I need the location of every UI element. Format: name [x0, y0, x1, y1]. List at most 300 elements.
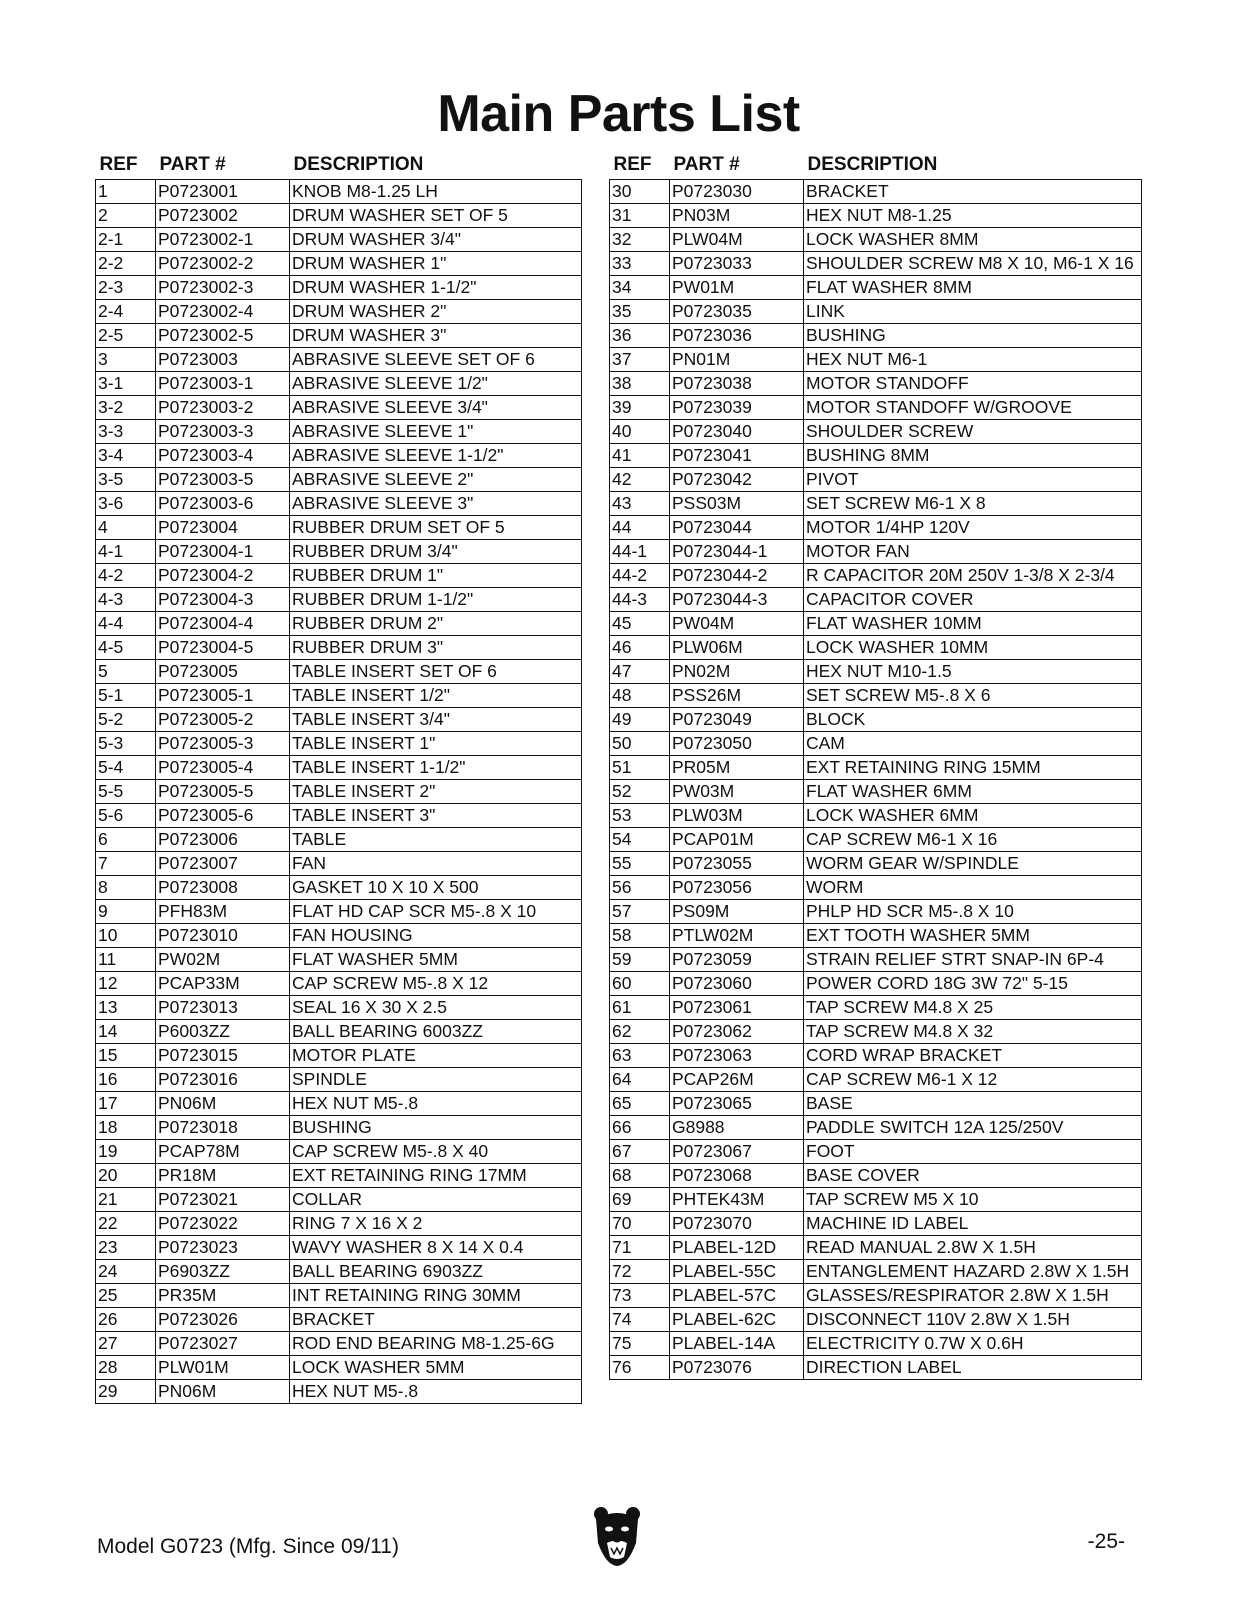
- ref-cell: 44: [610, 516, 670, 540]
- header-part: PART #: [159, 153, 226, 175]
- table-row: [610, 1260, 1142, 1284]
- description-cell: DRUM WASHER 3": [290, 324, 582, 348]
- part-number-cell: P0723055: [670, 852, 804, 876]
- part-number-cell: PCAP33M: [156, 972, 290, 996]
- part-number-cell: PW03M: [670, 780, 804, 804]
- description-cell: POWER CORD 18G 3W 72" 5-15: [804, 972, 1142, 996]
- table-row: [610, 1116, 1142, 1140]
- description-cell: CAP SCREW M5-.8 X 40: [290, 1140, 582, 1164]
- table-row: [610, 1332, 1142, 1356]
- table-row: [610, 1356, 1142, 1380]
- table-row: [96, 1356, 582, 1380]
- ref-cell: 49: [610, 708, 670, 732]
- part-number-cell: P0723049: [670, 708, 804, 732]
- part-number-cell: P0723035: [670, 300, 804, 324]
- part-number-cell: P0723003-5: [156, 468, 290, 492]
- table-row: [610, 1308, 1142, 1332]
- table-row: [610, 252, 1142, 276]
- table-row: [96, 252, 582, 276]
- ref-cell: 2-1: [96, 228, 156, 252]
- description-cell: RUBBER DRUM SET OF 5: [290, 516, 582, 540]
- part-number-cell: PW02M: [156, 948, 290, 972]
- table-row: [96, 996, 582, 1020]
- ref-cell: 19: [96, 1140, 156, 1164]
- table-row: [96, 1164, 582, 1188]
- description-cell: FOOT: [804, 1140, 1142, 1164]
- table-row: [610, 276, 1142, 300]
- table-row: [610, 564, 1142, 588]
- ref-cell: 5-2: [96, 708, 156, 732]
- part-number-cell: P0723030: [670, 180, 804, 204]
- table-row: [610, 684, 1142, 708]
- part-number-cell: P0723041: [670, 444, 804, 468]
- part-number-cell: PLABEL-57C: [670, 1284, 804, 1308]
- ref-cell: 26: [96, 1308, 156, 1332]
- table-row: [96, 444, 582, 468]
- part-number-cell: P0723036: [670, 324, 804, 348]
- table-row: [96, 276, 582, 300]
- part-number-cell: P0723038: [670, 372, 804, 396]
- ref-cell: 12: [96, 972, 156, 996]
- ref-cell: 48: [610, 684, 670, 708]
- description-cell: LOCK WASHER 8MM: [804, 228, 1142, 252]
- table-row: [96, 1020, 582, 1044]
- ref-cell: 64: [610, 1068, 670, 1092]
- table-header: [96, 150, 582, 180]
- part-number-cell: P0723027: [156, 1332, 290, 1356]
- description-cell: HEX NUT M8-1.25: [804, 204, 1142, 228]
- ref-cell: 3: [96, 348, 156, 372]
- description-cell: RUBBER DRUM 3/4": [290, 540, 582, 564]
- ref-cell: 20: [96, 1164, 156, 1188]
- part-number-cell: PN01M: [670, 348, 804, 372]
- part-number-cell: PLW04M: [670, 228, 804, 252]
- table-row: [96, 804, 582, 828]
- part-number-cell: P0723006: [156, 828, 290, 852]
- part-number-cell: PLABEL-12D: [670, 1236, 804, 1260]
- ref-cell: 3-5: [96, 468, 156, 492]
- part-number-cell: PSS03M: [670, 492, 804, 516]
- table-row: [96, 1116, 582, 1140]
- description-cell: ABRASIVE SLEEVE 3": [290, 492, 582, 516]
- description-cell: BLOCK: [804, 708, 1142, 732]
- description-cell: FAN: [290, 852, 582, 876]
- table-row: [610, 372, 1142, 396]
- table-row: [610, 348, 1142, 372]
- parts-table-body-right: [610, 180, 1142, 1380]
- ref-cell: 29: [96, 1380, 156, 1404]
- description-cell: FLAT HD CAP SCR M5-.8 X 10: [290, 900, 582, 924]
- part-number-cell: P0723003-2: [156, 396, 290, 420]
- ref-cell: 47: [610, 660, 670, 684]
- part-number-cell: PLABEL-62C: [670, 1308, 804, 1332]
- description-cell: GLASSES/RESPIRATOR 2.8W X 1.5H: [804, 1284, 1142, 1308]
- description-cell: CAP SCREW M5-.8 X 12: [290, 972, 582, 996]
- part-number-cell: PLABEL-55C: [670, 1260, 804, 1284]
- table-row: [96, 900, 582, 924]
- table-row: [610, 756, 1142, 780]
- description-cell: CORD WRAP BRACKET: [804, 1044, 1142, 1068]
- table-row: [96, 396, 582, 420]
- ref-cell: 2-2: [96, 252, 156, 276]
- part-number-cell: PR35M: [156, 1284, 290, 1308]
- part-number-cell: PCAP26M: [670, 1068, 804, 1092]
- ref-cell: 36: [610, 324, 670, 348]
- table-row: [96, 348, 582, 372]
- description-cell: MACHINE ID LABEL: [804, 1212, 1142, 1236]
- part-number-cell: P0723002-4: [156, 300, 290, 324]
- ref-cell: 5-1: [96, 684, 156, 708]
- ref-cell: 4-4: [96, 612, 156, 636]
- table-row: [610, 636, 1142, 660]
- part-number-cell: P0723005: [156, 660, 290, 684]
- ref-cell: 44-3: [610, 588, 670, 612]
- table-row: [610, 708, 1142, 732]
- description-cell: ABRASIVE SLEEVE 1/2": [290, 372, 582, 396]
- part-number-cell: PFH83M: [156, 900, 290, 924]
- table-row: [96, 660, 582, 684]
- part-number-cell: P0723016: [156, 1068, 290, 1092]
- part-number-cell: P0723008: [156, 876, 290, 900]
- table-row: [610, 1068, 1142, 1092]
- table-row: [96, 1212, 582, 1236]
- ref-cell: 52: [610, 780, 670, 804]
- table-row: [96, 612, 582, 636]
- ref-cell: 46: [610, 636, 670, 660]
- ref-cell: 60: [610, 972, 670, 996]
- description-cell: CAM: [804, 732, 1142, 756]
- part-number-cell: P0723004-5: [156, 636, 290, 660]
- part-number-cell: P0723068: [670, 1164, 804, 1188]
- description-cell: PHLP HD SCR M5-.8 X 10: [804, 900, 1142, 924]
- bear-head-icon: [592, 1505, 642, 1567]
- ref-cell: 14: [96, 1020, 156, 1044]
- ref-cell: 4-3: [96, 588, 156, 612]
- description-cell: ABRASIVE SLEEVE 3/4": [290, 396, 582, 420]
- part-number-cell: P0723040: [670, 420, 804, 444]
- part-number-cell: P0723067: [670, 1140, 804, 1164]
- table-row: [96, 540, 582, 564]
- table-row: [610, 492, 1142, 516]
- description-cell: MOTOR FAN: [804, 540, 1142, 564]
- part-number-cell: P0723004-2: [156, 564, 290, 588]
- table-row: [610, 180, 1142, 204]
- ref-cell: 42: [610, 468, 670, 492]
- ref-cell: 3-2: [96, 396, 156, 420]
- part-number-cell: P0723003: [156, 348, 290, 372]
- table-row: [96, 1308, 582, 1332]
- table-row: [610, 1140, 1142, 1164]
- ref-cell: 34: [610, 276, 670, 300]
- table-row: [610, 396, 1142, 420]
- table-row: [96, 1260, 582, 1284]
- description-cell: RING 7 X 16 X 2: [290, 1212, 582, 1236]
- table-row: [96, 324, 582, 348]
- ref-cell: 9: [96, 900, 156, 924]
- description-cell: DRUM WASHER 3/4": [290, 228, 582, 252]
- table-row: [96, 516, 582, 540]
- ref-cell: 16: [96, 1068, 156, 1092]
- table-row: [96, 1068, 582, 1092]
- part-number-cell: PS09M: [670, 900, 804, 924]
- table-row: [610, 204, 1142, 228]
- description-cell: ABRASIVE SLEEVE 2": [290, 468, 582, 492]
- part-number-cell: P0723005-4: [156, 756, 290, 780]
- description-cell: TAP SCREW M4.8 X 25: [804, 996, 1142, 1020]
- ref-cell: 5: [96, 660, 156, 684]
- table-row: [96, 1236, 582, 1260]
- ref-cell: 69: [610, 1188, 670, 1212]
- table-row: [96, 204, 582, 228]
- description-cell: MOTOR STANDOFF: [804, 372, 1142, 396]
- parts-table-body-left: [96, 180, 582, 1404]
- part-number-cell: P0723003-3: [156, 420, 290, 444]
- table-row: [610, 1044, 1142, 1068]
- table-row: [610, 924, 1142, 948]
- table-row: [610, 732, 1142, 756]
- table-row: [610, 1020, 1142, 1044]
- ref-cell: 39: [610, 396, 670, 420]
- description-cell: MOTOR PLATE: [290, 1044, 582, 1068]
- header-description: DESCRIPTION: [807, 153, 938, 175]
- ref-cell: 30: [610, 180, 670, 204]
- table-row: [610, 444, 1142, 468]
- ref-cell: 57: [610, 900, 670, 924]
- ref-cell: 11: [96, 948, 156, 972]
- description-cell: RUBBER DRUM 1": [290, 564, 582, 588]
- ref-cell: 5-5: [96, 780, 156, 804]
- part-number-cell: PLABEL-14A: [670, 1332, 804, 1356]
- ref-cell: 54: [610, 828, 670, 852]
- part-number-cell: PCAP78M: [156, 1140, 290, 1164]
- description-cell: SHOULDER SCREW M8 X 10, M6-1 X 16: [804, 252, 1142, 276]
- table-row: [96, 1188, 582, 1212]
- description-cell: FLAT WASHER 10MM: [804, 612, 1142, 636]
- description-cell: HEX NUT M5-.8: [290, 1380, 582, 1404]
- description-cell: CAP SCREW M6-1 X 16: [804, 828, 1142, 852]
- table-row: [610, 540, 1142, 564]
- part-number-cell: P0723003-4: [156, 444, 290, 468]
- ref-cell: 70: [610, 1212, 670, 1236]
- description-cell: WORM: [804, 876, 1142, 900]
- description-cell: ELECTRICITY 0.7W X 0.6H: [804, 1332, 1142, 1356]
- ref-cell: 65: [610, 1092, 670, 1116]
- part-number-cell: P0723044: [670, 516, 804, 540]
- description-cell: BASE COVER: [804, 1164, 1142, 1188]
- ref-cell: 3-3: [96, 420, 156, 444]
- table-row: [96, 180, 582, 204]
- description-cell: RUBBER DRUM 3": [290, 636, 582, 660]
- part-number-cell: P0723022: [156, 1212, 290, 1236]
- description-cell: BRACKET: [290, 1308, 582, 1332]
- ref-cell: 18: [96, 1116, 156, 1140]
- table-row: [96, 972, 582, 996]
- description-cell: READ MANUAL 2.8W X 1.5H: [804, 1236, 1142, 1260]
- table-row: [96, 708, 582, 732]
- description-cell: MOTOR 1/4HP 120V: [804, 516, 1142, 540]
- part-number-cell: P0723044-3: [670, 588, 804, 612]
- table-row: [610, 1236, 1142, 1260]
- page-number: -25-: [1087, 1530, 1125, 1553]
- ref-cell: 7: [96, 852, 156, 876]
- part-number-cell: P0723050: [670, 732, 804, 756]
- ref-cell: 55: [610, 852, 670, 876]
- footer-model: Model G0723 (Mfg. Since 09/11): [97, 1535, 399, 1558]
- description-cell: BRACKET: [804, 180, 1142, 204]
- description-cell: TAP SCREW M5 X 10: [804, 1188, 1142, 1212]
- header-ref: REF: [99, 153, 138, 175]
- ref-cell: 24: [96, 1260, 156, 1284]
- part-number-cell: P0723065: [670, 1092, 804, 1116]
- description-cell: HEX NUT M6-1: [804, 348, 1142, 372]
- ref-cell: 74: [610, 1308, 670, 1332]
- table-row: [96, 588, 582, 612]
- part-number-cell: PHTEK43M: [670, 1188, 804, 1212]
- part-number-cell: P0723015: [156, 1044, 290, 1068]
- description-cell: TABLE INSERT 3": [290, 804, 582, 828]
- ref-cell: 53: [610, 804, 670, 828]
- description-cell: MOTOR STANDOFF W/GROOVE: [804, 396, 1142, 420]
- description-cell: SPINDLE: [290, 1068, 582, 1092]
- table-row: [610, 1164, 1142, 1188]
- table-row: [610, 804, 1142, 828]
- description-cell: SEAL 16 X 30 X 2.5: [290, 996, 582, 1020]
- part-number-cell: P0723076: [670, 1356, 804, 1380]
- ref-cell: 59: [610, 948, 670, 972]
- header-description: DESCRIPTION: [293, 153, 424, 175]
- table-row: [610, 324, 1142, 348]
- table-row: [96, 564, 582, 588]
- description-cell: DRUM WASHER 1-1/2": [290, 276, 582, 300]
- description-cell: TABLE INSERT 1/2": [290, 684, 582, 708]
- description-cell: PADDLE SWITCH 12A 125/250V: [804, 1116, 1142, 1140]
- part-number-cell: P0723060: [670, 972, 804, 996]
- part-number-cell: PLW06M: [670, 636, 804, 660]
- part-number-cell: P0723003-6: [156, 492, 290, 516]
- table-row: [96, 876, 582, 900]
- part-number-cell: P0723005-2: [156, 708, 290, 732]
- table-row: [610, 1188, 1142, 1212]
- part-number-cell: PN02M: [670, 660, 804, 684]
- part-number-cell: P0723056: [670, 876, 804, 900]
- description-cell: BUSHING: [290, 1116, 582, 1140]
- ref-cell: 33: [610, 252, 670, 276]
- description-cell: BALL BEARING 6003ZZ: [290, 1020, 582, 1044]
- description-cell: BUSHING 8MM: [804, 444, 1142, 468]
- ref-cell: 3-4: [96, 444, 156, 468]
- description-cell: EXT RETAINING RING 15MM: [804, 756, 1142, 780]
- description-cell: RUBBER DRUM 1-1/2": [290, 588, 582, 612]
- description-cell: FLAT WASHER 8MM: [804, 276, 1142, 300]
- table-row: [610, 612, 1142, 636]
- description-cell: BALL BEARING 6903ZZ: [290, 1260, 582, 1284]
- part-number-cell: PSS26M: [670, 684, 804, 708]
- table-row: [610, 420, 1142, 444]
- table-row: [96, 852, 582, 876]
- description-cell: WORM GEAR W/SPINDLE: [804, 852, 1142, 876]
- part-number-cell: P0723005-5: [156, 780, 290, 804]
- ref-cell: 37: [610, 348, 670, 372]
- table-row: [96, 636, 582, 660]
- part-number-cell: P0723042: [670, 468, 804, 492]
- ref-cell: 75: [610, 1332, 670, 1356]
- part-number-cell: P0723039: [670, 396, 804, 420]
- ref-cell: 2: [96, 204, 156, 228]
- description-cell: FLAT WASHER 6MM: [804, 780, 1142, 804]
- description-cell: R CAPACITOR 20M 250V 1-3/8 X 2-3/4: [804, 564, 1142, 588]
- part-number-cell: P0723021: [156, 1188, 290, 1212]
- description-cell: TABLE INSERT 1": [290, 732, 582, 756]
- part-number-cell: G8988: [670, 1116, 804, 1140]
- part-number-cell: P0723062: [670, 1020, 804, 1044]
- part-number-cell: P0723004-3: [156, 588, 290, 612]
- table-row: [96, 1332, 582, 1356]
- table-row: [610, 1284, 1142, 1308]
- part-number-cell: P0723044-2: [670, 564, 804, 588]
- table-row: [610, 588, 1142, 612]
- ref-cell: 15: [96, 1044, 156, 1068]
- ref-cell: 4: [96, 516, 156, 540]
- table-row: [96, 684, 582, 708]
- description-cell: ENTANGLEMENT HAZARD 2.8W X 1.5H: [804, 1260, 1142, 1284]
- ref-cell: 45: [610, 612, 670, 636]
- part-number-cell: P0723059: [670, 948, 804, 972]
- ref-cell: 43: [610, 492, 670, 516]
- header-ref: REF: [613, 153, 652, 175]
- part-number-cell: PLW03M: [670, 804, 804, 828]
- part-number-cell: P0723002-5: [156, 324, 290, 348]
- table-row: [610, 996, 1142, 1020]
- part-number-cell: P0723002-3: [156, 276, 290, 300]
- ref-cell: 44-2: [610, 564, 670, 588]
- ref-cell: 6: [96, 828, 156, 852]
- ref-cell: 76: [610, 1356, 670, 1380]
- ref-cell: 40: [610, 420, 670, 444]
- ref-cell: 21: [96, 1188, 156, 1212]
- table-row: [610, 780, 1142, 804]
- table-row: [610, 876, 1142, 900]
- table-row: [610, 852, 1142, 876]
- part-number-cell: P0723013: [156, 996, 290, 1020]
- parts-table-right: [609, 150, 1142, 1380]
- ref-cell: 68: [610, 1164, 670, 1188]
- description-cell: ABRASIVE SLEEVE SET OF 6: [290, 348, 582, 372]
- description-cell: TABLE INSERT SET OF 6: [290, 660, 582, 684]
- ref-cell: 5-3: [96, 732, 156, 756]
- table-header: [610, 150, 1142, 180]
- description-cell: ABRASIVE SLEEVE 1-1/2": [290, 444, 582, 468]
- part-number-cell: P0723005-1: [156, 684, 290, 708]
- description-cell: SHOULDER SCREW: [804, 420, 1142, 444]
- ref-cell: 44-1: [610, 540, 670, 564]
- part-number-cell: P0723004: [156, 516, 290, 540]
- table-row: [610, 1092, 1142, 1116]
- part-number-cell: PN06M: [156, 1092, 290, 1116]
- ref-cell: 1: [96, 180, 156, 204]
- ref-cell: 2-4: [96, 300, 156, 324]
- ref-cell: 25: [96, 1284, 156, 1308]
- description-cell: EXT RETAINING RING 17MM: [290, 1164, 582, 1188]
- ref-cell: 38: [610, 372, 670, 396]
- ref-cell: 31: [610, 204, 670, 228]
- description-cell: DIRECTION LABEL: [804, 1356, 1142, 1380]
- ref-cell: 58: [610, 924, 670, 948]
- header-part: PART #: [673, 153, 740, 175]
- table-row: [96, 228, 582, 252]
- description-cell: FLAT WASHER 5MM: [290, 948, 582, 972]
- ref-cell: 5-4: [96, 756, 156, 780]
- part-number-cell: P0723044-1: [670, 540, 804, 564]
